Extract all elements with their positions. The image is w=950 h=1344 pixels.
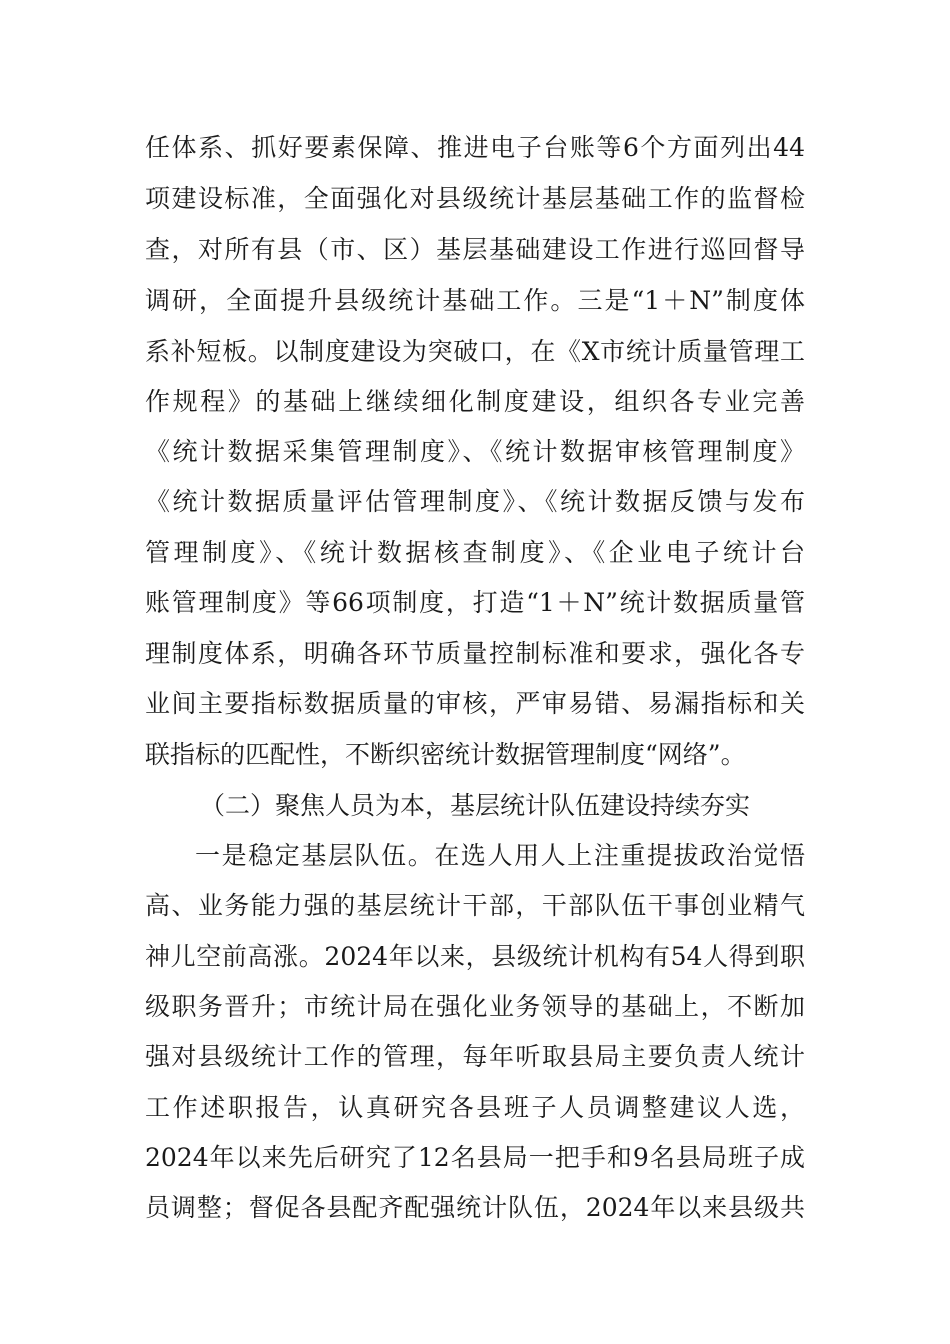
paragraph-first-line: 一是稳定基层队伍。在选人用人上注重提拔政治觉悟	[195, 841, 805, 870]
text-line-7: 《统计数据采集管理制度》、《统计数据审核管理制度》	[145, 437, 805, 466]
text-line-4: 调研，全面提升县级统计基础工作。三是“1＋N”制度体	[145, 286, 805, 315]
text-line-6: 作规程》的基础上继续细化制度建设，组织各专业完善	[145, 387, 805, 416]
text-line-13: 联指标的匹配性，不断织密统计数据管理制度“网络”。	[145, 740, 746, 769]
text-line-16: 高、业务能力强的基层统计干部，干部队伍干事创业精气	[145, 891, 805, 920]
text-line-5: 系补短板。以制度建设为突破口，在《X市统计质量管理工	[145, 337, 805, 366]
text-line-1: 任体系、抓好要素保障、推进电子台账等6个方面列出44	[145, 133, 805, 162]
text-line-9: 管理制度》、《统计数据核查制度》、《企业电子统计台	[145, 538, 805, 567]
text-line-2: 项建设标准，全面强化对县级统计基层基础工作的监督检	[145, 184, 805, 213]
text-line-22: 员调整；督促各县配齐配强统计队伍，2024年以来县级共	[145, 1193, 805, 1222]
text-line-12: 业间主要指标数据质量的审核，严审易错、易漏指标和关	[145, 689, 805, 718]
text-line-19: 强对县级统计工作的管理，每年听取县局主要负责人统计	[145, 1042, 805, 1071]
text-line-21: 2024年以来先后研究了12名县局一把手和9名县局班子成	[145, 1143, 805, 1172]
text-line-3: 查，对所有县（市、区）基层基础建设工作进行巡回督导	[145, 235, 805, 264]
section-heading: （二）聚焦人员为本，基层统计队伍建设持续夯实	[200, 791, 751, 820]
text-line-10: 账管理制度》等66项制度，打造“1＋N”统计数据质量管	[145, 588, 805, 617]
text-line-11: 理制度体系，明确各环节质量控制标准和要求，强化各专	[145, 639, 805, 668]
text-line-17: 神儿空前高涨。2024年以来，县级统计机构有54人得到职	[145, 942, 805, 971]
text-line-18: 级职务晋升；市统计局在强化业务领导的基础上，不断加	[145, 992, 805, 1021]
text-line-8: 《统计数据质量评估管理制度》、《统计数据反馈与发布	[145, 487, 805, 516]
text-line-20: 工作述职报告，认真研究各县班子人员调整建议人选，	[145, 1093, 805, 1122]
